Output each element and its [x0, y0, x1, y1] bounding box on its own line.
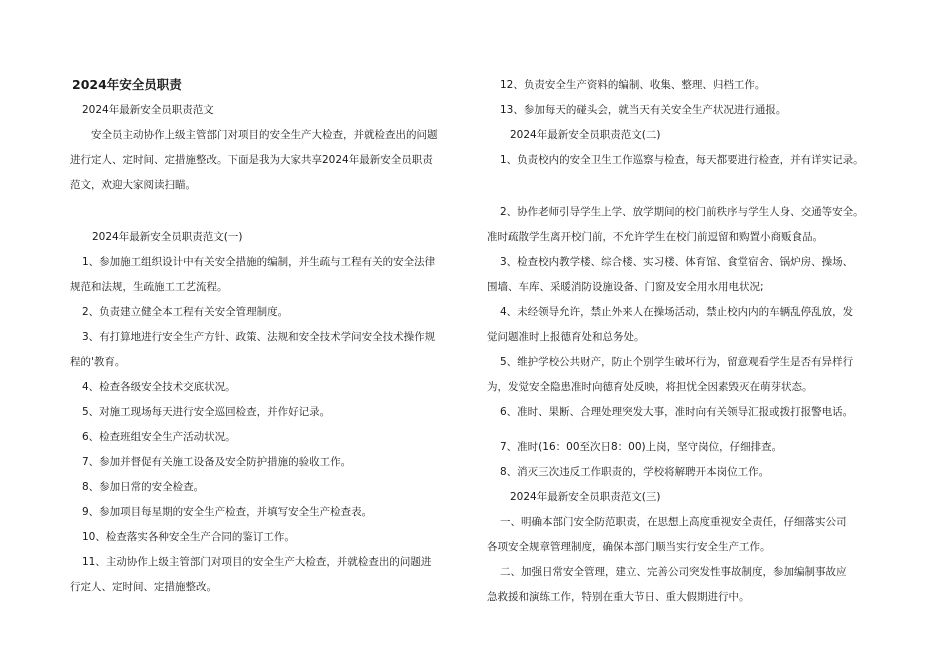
duty-item-continued: 程的'教育。: [70, 356, 126, 368]
duty-item: 7、参加并督促有关施工设备及安全防护措施的验收工作。: [82, 456, 352, 468]
duty-item: 5、对施工现场每天进行安全巡回检查，并作好记录。: [82, 406, 331, 418]
intro-line: 进行定人、定时间、定措施整改。下面是我为大家共享2024年最新安全员职责: [70, 154, 433, 166]
duty-item: 二、加强日常安全管理，建立、完善公司突发性事故制度，参加编制事故应: [500, 566, 847, 578]
duty-item: 1、负责校内的安全卫生工作巡察与检查，每天都要进行检查，并有详实记录。: [500, 154, 864, 166]
duty-item: 7、准时(16：00至次日8：00)上岗，坚守岗位，仔细排查。: [500, 441, 783, 453]
duty-item: 12、负责安全生产资料的编制、收集、整理、归档工作。: [500, 79, 766, 91]
section-heading: 2024年最新安全员职责范文(一): [92, 231, 243, 243]
duty-item-continued: 规范和法规，生疏施工工艺流程。: [70, 281, 228, 293]
document-title: 2024年安全员职责: [72, 77, 182, 92]
duty-item: 11、主动协作上级主管部门对项目的安全生产大检查，并就检查出的问题进: [82, 556, 432, 568]
duty-item-continued: 准时疏散学生离开校门前，不允许学生在校门前逗留和购置小商贩食品。: [487, 231, 823, 243]
duty-item: 3、有打算地进行安全生产方针、政策、法规和安全技术学问安全技术操作规: [82, 331, 436, 343]
duty-item-continued: 急救援和演练工作，特别在重大节日、重大假期进行中。: [487, 591, 750, 603]
duty-item-continued: 围墙、车库、采暖消防设施设备、门窗及安全用水用电状况;: [487, 281, 764, 293]
duty-item: 5、维护学校公共财产，防止个别学生破坏行为，留意观看学生是否有异样行: [500, 356, 854, 368]
section-heading: 2024年最新安全员职责范文(三): [510, 491, 661, 503]
document-subtitle: 2024年最新安全员职责范文: [82, 104, 214, 116]
duty-item: 4、检查各级安全技术交底状况。: [82, 381, 236, 393]
duty-item: 10、检查落实各种安全生产合同的鉴订工作。: [82, 531, 295, 543]
duty-item-continued: 为，发觉安全隐患准时向德育处反映，将担忧全因素毁灭在萌芽状态。: [487, 381, 813, 393]
duty-item: 一、明确本部门安全防范职责，在思想上高度重视安全责任，仔细落实公司: [500, 516, 847, 528]
duty-item: 3、检查校内教学楼、综合楼、实习楼、体育馆、食堂宿舍、锅炉房、操场、: [500, 256, 854, 268]
duty-item: 2、协作老师引导学生上学、放学期间的校门前秩序与学生人身、交通等安全。: [500, 206, 864, 218]
duty-item: 4、未经领导允许，禁止外来人在操场活动，禁止校内内的车辆乱停乱放，发: [500, 306, 854, 318]
duty-item: 9、参加项目每星期的安全生产检查，并填写安全生产检查表。: [82, 506, 373, 518]
duty-item: 13、参加每天的碰头会，就当天有关安全生产状况进行通报。: [500, 104, 787, 116]
duty-item-continued: 行定人、定时间、定措施整改。: [70, 581, 217, 593]
duty-item: 2、负责建立健全本工程有关安全管理制度。: [82, 306, 289, 318]
duty-item-continued: 各项安全规章管理制度，确保本部门顺当实行安全生产工作。: [487, 541, 771, 553]
duty-item: 1、参加施工组织设计中有关安全措施的编制，并生疏与工程有关的安全法律: [82, 256, 436, 268]
duty-item-continued: 觉问题准时上报德育处和总务处。: [487, 331, 645, 343]
intro-line: 安全员主动协作上级主管部门对项目的安全生产大检查，并就检查出的问题: [91, 129, 438, 141]
duty-item: 8、消灭三次违反工作职责的，学校将解聘开本岗位工作。: [500, 466, 770, 478]
section-heading: 2024年最新安全员职责范文(二): [510, 129, 661, 141]
duty-item: 8、参加日常的安全检查。: [82, 481, 205, 493]
intro-line: 范文，欢迎大家阅读扫瞄。: [70, 179, 196, 191]
duty-item: 6、准时、果断、合理处理突发大事，准时向有关领导汇报或拨打报警电话。: [500, 406, 854, 418]
duty-item: 6、检查班组安全生产活动状况。: [82, 431, 236, 443]
